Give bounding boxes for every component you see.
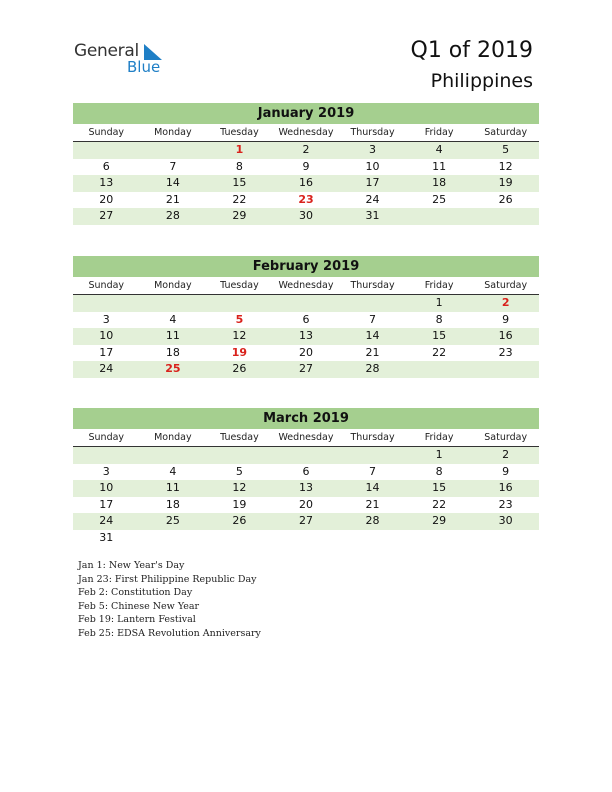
day-cell [140,295,207,312]
week-row [73,142,539,159]
day-cell: 30 [498,514,513,527]
holiday-day-cell: 1 [235,143,244,156]
day-cell: 25 [165,514,180,527]
day-cell [339,447,406,464]
day-cell: 2 [502,448,510,461]
day-cell: 31 [99,530,114,544]
day-cell [273,530,340,547]
day-cell: 3 [102,312,110,326]
weekday-label: Wednesday [278,432,334,443]
day-cell: 9 [502,312,510,326]
day-cell: 27 [298,514,313,527]
day-cell: 22 [432,497,447,511]
day-cell: 7 [169,159,177,173]
day-cell [73,142,140,159]
holiday-day-cell: 5 [235,312,244,326]
week-row [73,530,539,547]
day-cell: 12 [232,329,247,342]
day-cell: 14 [365,481,380,494]
day-cell: 27 [298,362,313,375]
day-cell: 25 [432,192,447,206]
day-cell: 10 [99,481,114,494]
day-cell [273,295,340,312]
month-january [73,103,539,225]
weekday-label: Monday [154,127,192,138]
day-cell: 16 [498,481,513,494]
day-cell: 14 [165,176,180,189]
week-row [73,192,539,209]
weekday-header-row [73,429,539,447]
day-cell: 3 [102,464,110,478]
week-row [73,497,539,514]
day-cell [140,447,207,464]
day-cell [339,295,406,312]
day-cell: 22 [432,345,447,359]
weekday-label: Sunday [88,127,125,138]
day-cell: 24 [99,362,114,375]
day-cell: 10 [365,159,380,173]
day-cell: 14 [365,329,380,342]
day-cell: 1 [435,448,443,461]
day-cell: 3 [369,143,377,156]
day-cell: 15 [432,481,447,494]
week-row [73,447,539,464]
day-cell [206,530,273,547]
holiday-day-cell: 2 [501,296,510,309]
week-row [73,312,539,329]
day-cell: 15 [232,176,247,189]
holiday-day-cell: 19 [231,345,248,359]
week-row [73,175,539,192]
day-cell: 7 [369,312,377,326]
week-row [73,513,539,530]
weekday-label: Wednesday [278,127,334,138]
day-cell [206,447,273,464]
country-name: Philippines [430,70,533,92]
holiday-note: Feb 5: Chinese New Year [78,600,200,612]
day-cell: 15 [432,329,447,342]
holiday-day-cell: 25 [165,362,181,375]
day-cell [73,295,140,312]
day-cell [140,142,207,159]
weekday-label: Thursday [350,432,395,443]
month-march [73,408,539,546]
day-cell: 28 [165,209,180,222]
day-cell: 31 [365,209,380,222]
day-cell: 24 [99,514,114,527]
generalblue-logo [74,41,184,81]
day-cell: 23 [498,345,513,359]
weekday-label: Tuesday [220,280,259,291]
quarter-title: Q1 of 2019 [410,38,533,63]
day-cell: 22 [232,192,247,206]
day-cell: 9 [502,464,510,478]
weekday-header-row [73,277,539,295]
weekday-label: Friday [424,432,454,443]
week-row [73,208,539,225]
day-cell: 21 [365,345,380,359]
holiday-notes [78,559,261,641]
holiday-day-cell: 23 [298,192,314,206]
weekday-label: Thursday [350,280,395,291]
day-cell [206,295,273,312]
weekday-label: Friday [424,280,454,291]
weekday-label: Tuesday [220,432,259,443]
day-cell: 7 [369,464,377,478]
day-cell: 19 [232,497,247,511]
day-cell: 29 [432,514,447,527]
day-cell: 27 [99,209,114,222]
week-row [73,361,539,378]
day-cell [273,447,340,464]
logo-text-blue: Blue [127,58,161,76]
day-cell: 17 [99,497,114,511]
day-cell: 16 [298,176,313,189]
weekday-label: Monday [154,432,192,443]
day-cell: 8 [435,464,443,478]
day-cell: 4 [435,143,443,156]
day-cell: 30 [298,209,313,222]
day-cell: 5 [502,143,510,156]
day-cell: 5 [235,464,243,478]
day-cell: 18 [165,497,180,511]
day-cell: 20 [298,497,313,511]
day-cell: 8 [235,159,243,173]
day-cell: 29 [232,209,247,222]
day-cell: 13 [298,481,313,494]
day-cell: 8 [435,312,443,326]
weekday-label: Saturday [484,432,528,443]
day-cell: 18 [165,345,180,359]
weekday-label: Sunday [88,432,125,443]
weekday-label: Wednesday [278,280,334,291]
day-cell: 12 [232,481,247,494]
holiday-note: Feb 2: Constitution Day [78,587,193,599]
day-cell [406,361,473,378]
day-cell: 26 [498,192,513,206]
day-cell: 20 [99,192,114,206]
day-cell: 20 [298,345,313,359]
day-cell: 12 [498,159,513,173]
holiday-note: Feb 25: EDSA Revolution Anniversary [78,627,261,639]
day-cell: 10 [99,329,114,342]
weekday-label: Friday [424,127,454,138]
day-cell [140,530,207,547]
weekday-label: Thursday [350,127,395,138]
week-row [73,295,539,312]
week-row [73,345,539,362]
day-cell [472,208,539,225]
day-cell: 2 [302,143,310,156]
day-cell: 9 [302,159,310,173]
month-title: February 2019 [73,256,539,277]
week-row [73,480,539,497]
logo-text-general: General [74,41,139,61]
week-row [73,159,539,176]
day-cell: 24 [365,192,380,206]
month-february [73,256,539,378]
day-cell: 26 [232,514,247,527]
day-cell: 21 [365,497,380,511]
holiday-note: Jan 1: New Year's Day [78,560,185,571]
day-cell: 18 [432,176,447,189]
day-cell: 16 [498,329,513,342]
weekday-label: Monday [154,280,192,291]
day-cell: 26 [232,362,247,375]
day-cell [472,361,539,378]
day-cell: 6 [102,159,110,173]
day-cell: 13 [298,329,313,342]
day-cell: 17 [99,345,114,359]
day-cell: 11 [165,481,180,494]
day-cell: 4 [169,464,177,478]
day-cell: 6 [302,312,310,326]
day-cell: 17 [365,176,380,189]
day-cell: 1 [435,296,443,309]
month-title: January 2019 [73,103,539,124]
day-cell [406,208,473,225]
month-title: March 2019 [73,408,539,429]
weekday-label: Tuesday [220,127,259,138]
day-cell: 6 [302,464,310,478]
day-cell: 4 [169,312,177,326]
weekday-label: Saturday [484,127,528,138]
weekday-label: Saturday [484,280,528,291]
day-cell [406,530,473,547]
day-cell [472,530,539,547]
holiday-note: Feb 19: Lantern Festival [78,614,196,626]
day-cell: 23 [498,497,513,511]
weekday-header-row [73,124,539,142]
day-cell [339,530,406,547]
day-cell: 28 [365,362,380,375]
day-cell: 28 [365,514,380,527]
day-cell: 11 [432,159,447,173]
day-cell: 21 [165,192,180,206]
day-cell: 19 [498,176,513,189]
day-cell: 11 [165,329,180,342]
holiday-note: Jan 23: First Philippine Republic Day [78,573,257,585]
weekday-label: Sunday [88,280,125,291]
week-row [73,328,539,345]
week-row [73,464,539,481]
day-cell: 13 [99,176,114,189]
day-cell [73,447,140,464]
